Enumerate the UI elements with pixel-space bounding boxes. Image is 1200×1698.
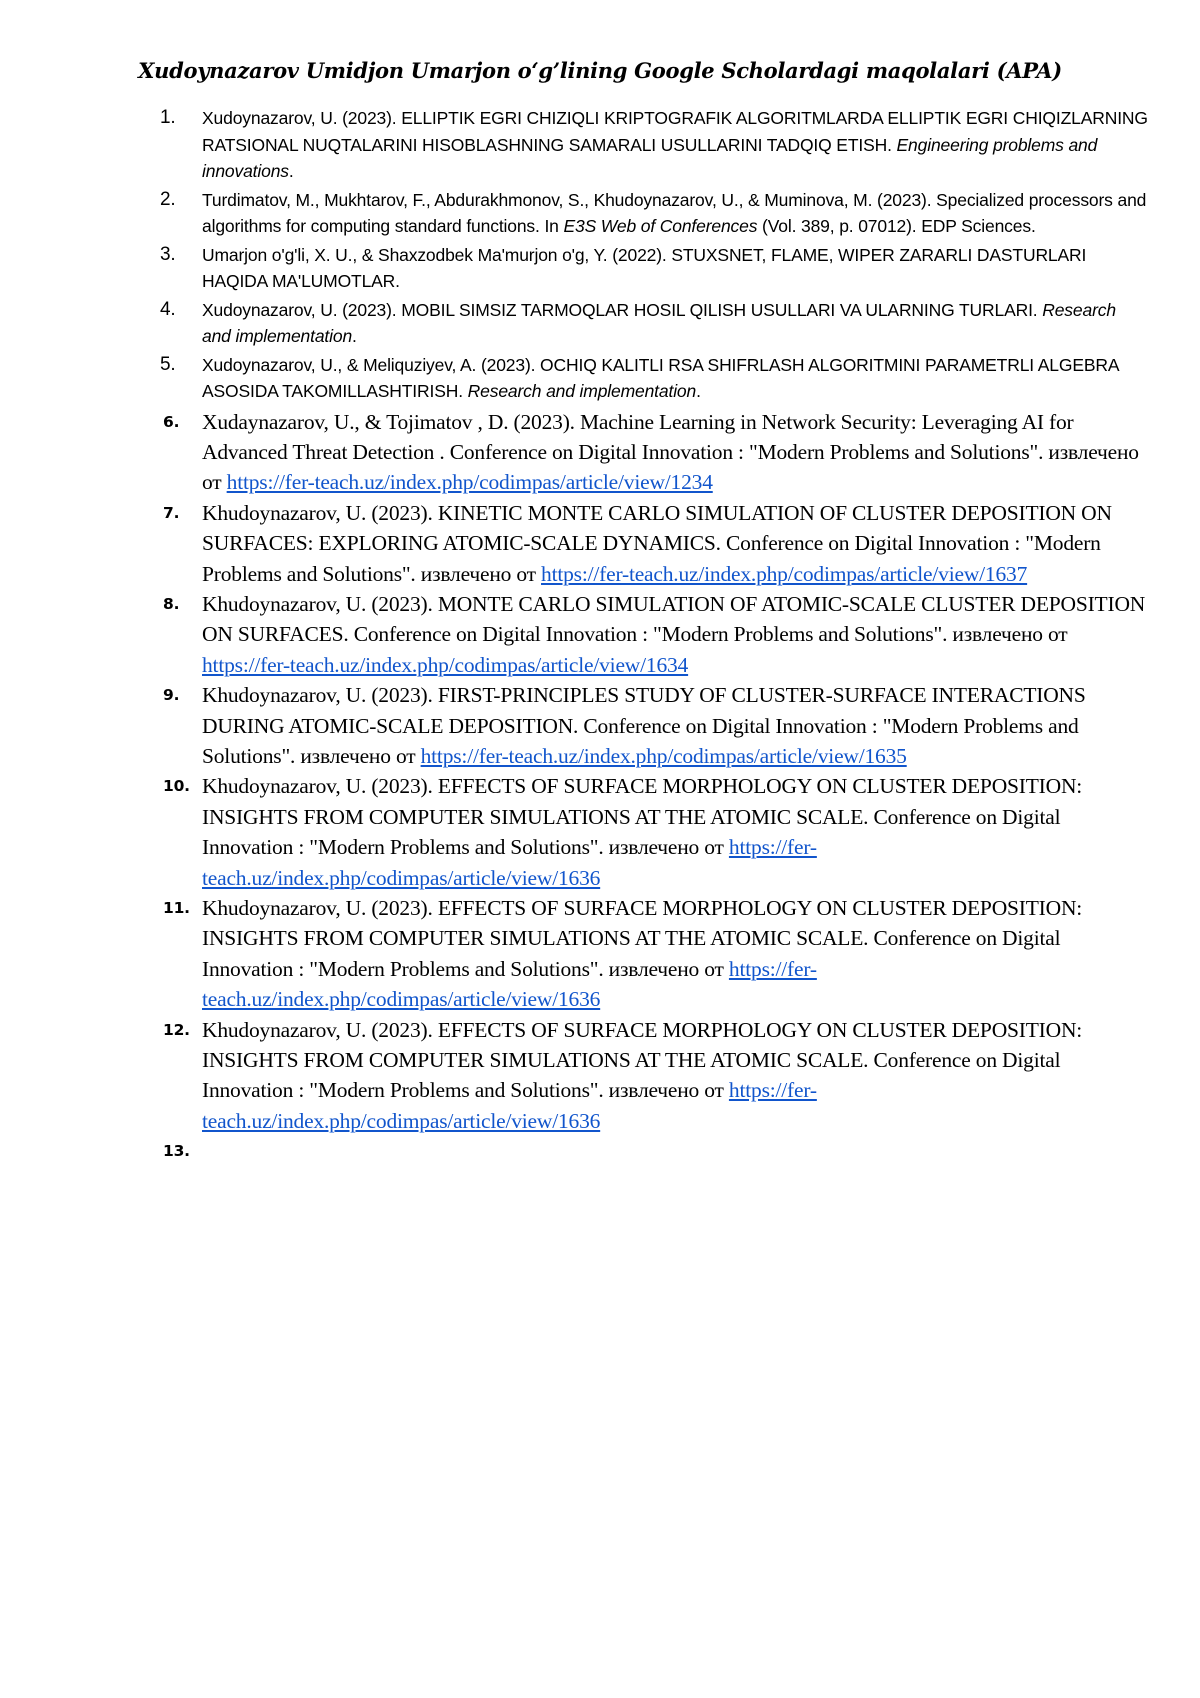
reference-number: 8. [163,594,180,613]
reference-number: 9. [163,686,180,705]
reference-number: 4. [160,298,176,320]
reference-text: Xudoynazarov, U. (2023). MOBIL SIMSIZ TARMOQLAR HOSIL QILISH USULLARI VA ULARNING TURLARI. [202,299,1043,320]
reference-text: Khudoynazarov, U. (2023). EFFECTS OF SURFACE MORPHOLOGY ON CLUSTER DEPOSITION: INSIGHTS FROM COMPUTER SIMULATIONS AT THE ATOMIC SCALE. Conference on Digital Innovation : "Modern Problems and Solutions". извлечено от [202,774,1083,860]
reference-text: Xudoynazarov, U. (2023). ELLIPTIK EGRI CHIZIQLI KRIPTOGRAFIK ALGORITMLARDA ELLIPTIK EGRI CHIQIZLARNING RATSIONAL NUQTALARINI HISOBLASHNING SAMARALI USULLARINI TADQIQ ETISH. [202,108,1148,155]
reference-text: Khudoynazarov, U. (2023). KINETIC MONTE CARLO SIMULATION OF CLUSTER DEPOSITION ON SURFACES: EXPLORING ATOMIC-SCALE DYNAMICS. Conference on Digital Innovation : "Modern Problems and Solutions". извлечено от [202,500,1112,586]
reference-number: 11. [163,899,190,917]
reference-source-title: Engineering problems and innovations [202,134,1098,181]
reference-number: 2. [160,188,176,210]
reference-text: Turdimatov, M., Mukhtarov, F., Abdurakhmonov, S., Khudoynazarov, U., & Muminova, M. (2023). Specialized processors and algorithms for computing standard functions. In [202,189,1147,236]
reference-number: 7. [163,503,180,522]
reference-list [0,105,1200,1166]
reference-link[interactable]: https://fer-teach.uz/index.php/codimpas/article/view/1637 [541,561,1028,586]
reference-number: 1. [160,107,176,128]
reference-number: 12. [163,1020,190,1039]
reference-link[interactable]: https://fer-teach.uz/index.php/codimpas/article/view/1636 [202,956,817,1012]
reference-item [0,589,1200,680]
reference-item [0,1015,1200,1137]
reference-text: Xudoynazarov, U., & Meliquziyev, A. (2023). OCHIQ KALITLI RSA SHIFRLASH ALGORITMINI PARAMETRLI ALGEBRA ASOSIDA TAKOMILLASHTIRISH. [202,354,1119,401]
reference-item [0,498,1200,589]
reference-source-title: Research and implementation [202,299,1116,346]
reference-link[interactable]: https://fer-teach.uz/index.php/codimpas/article/view/1636 [202,1078,817,1133]
reference-text: Khudoynazarov, U. (2023). EFFECTS OF SURFACE MORPHOLOGY ON CLUSTER DEPOSITION: INSIGHTS FROM COMPUTER SIMULATIONS AT THE ATOMIC SCALE. Conference on Digital Innovation : "Modern Problems and Solutions". извлечено от [202,1017,1083,1103]
reference-item [0,771,1200,893]
reference-link[interactable]: https://fer-teach.uz/index.php/codimpas/article/view/1634 [202,652,689,677]
reference-item [0,297,1200,350]
reference-text: Khudoynazarov, U. (2023). FIRST-PRINCIPLES STUDY OF CLUSTER-SURFACE INTERACTIONS DURING ATOMIC-SCALE DEPOSITION. Conference on Digital Innovation : "Modern Problems and Solutions". извлечено от [202,683,1086,768]
reference-item [0,1136,1200,1166]
reference-text: . [352,326,357,346]
reference-link[interactable]: https://fer-teach.uz/index.php/codimpas/article/view/1635 [420,743,907,768]
reference-item [0,680,1200,771]
page-title: Xudoynazarov Umidjon Umarjon o‘g’lining Google Scholardagi maqolalari (APA) [138,58,1062,83]
reference-text: Xudaynazarov, U., & Tojimatov , D. (2023). Machine Learning in Network Security: Leveraging AI for Advanced Threat Detection . Conference on Digital Innovation : "Modern Problems and Solutions". извлечено от [202,409,1139,495]
reference-link[interactable]: https://fer-teach.uz/index.php/codimpas/article/view/1636 [202,835,817,890]
reference-source-title: E3S Web of Conferences [563,216,758,236]
reference-text: . [288,161,294,181]
reference-text: Khudoynazarov, U. (2023). MONTE CARLO SIMULATION OF ATOMIC-SCALE CLUSTER DEPOSITION ON SURFACES. Conference on Digital Innovation : "Modern Problems and Solutions". извлечено от [202,591,1146,647]
reference-text: (Vol. 389, p. 07012). EDP Sciences. [757,216,1036,236]
reference-number: 13. [163,1142,190,1161]
reference-text: Umarjon o'g'li, X. U., & Shaxzodbek Ma'murjon o'g, Y. (2022). STUXSNET, FLAME, WIPER ZARARLI DASTURLARI HAQIDA MA'LUMOTLAR. [202,244,1087,291]
reference-link[interactable]: https://fer-teach.uz/index.php/codimpas/article/view/1234 [226,470,713,495]
reference-item [0,407,1200,498]
reference-item [0,187,1200,240]
reference-item [0,352,1200,405]
reference-item [0,893,1200,1015]
reference-number: 5. [160,353,176,375]
reference-item [0,105,1200,185]
reference-number: 6. [163,412,180,431]
reference-item [0,242,1200,295]
reference-text: Khudoynazarov, U. (2023). EFFECTS OF SURFACE MORPHOLOGY ON CLUSTER DEPOSITION: INSIGHTS FROM COMPUTER SIMULATIONS AT THE ATOMIC SCALE. Conference on Digital Innovation : "Modern Problems and Solutions". извлечено от [202,896,1083,981]
reference-number: 3. [160,243,176,265]
reference-text: . [696,381,701,401]
reference-source-title: Research and implementation [467,381,697,401]
reference-number: 10. [163,777,190,796]
